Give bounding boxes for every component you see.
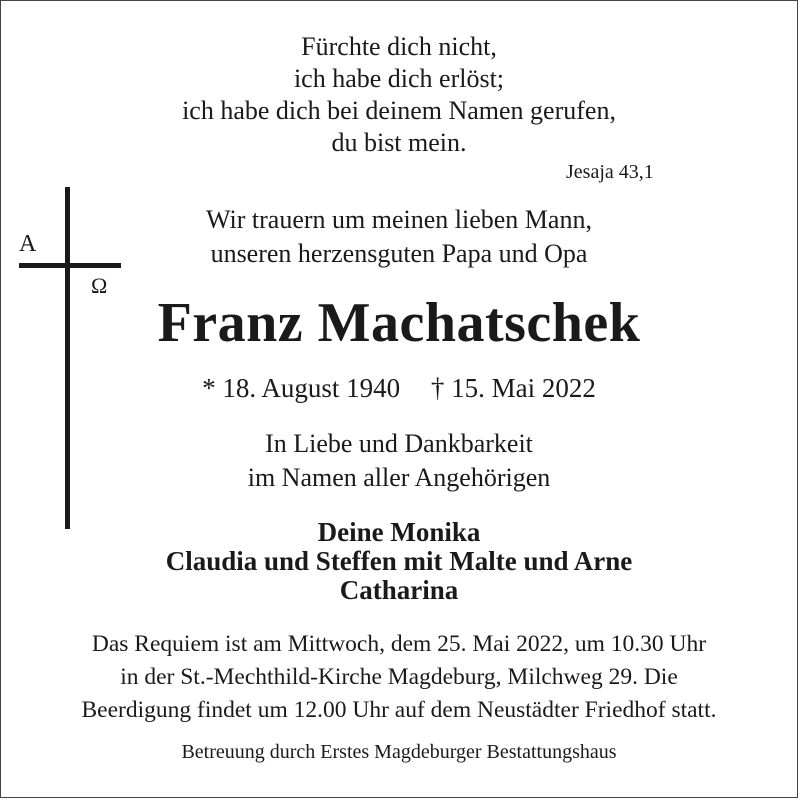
life-dates bbox=[1, 373, 797, 404]
service-info-line: Das Requiem ist am Mittwoch, dem 25. Mai 2022, um 10.30 Uhr bbox=[91, 631, 707, 657]
birth-date: * 18. August 1940 bbox=[202, 373, 401, 403]
death-date: † 15. Mai 2022 bbox=[430, 373, 596, 403]
thanks-text bbox=[1, 429, 797, 497]
verse-reference: Jesaja 43,1 bbox=[566, 161, 654, 183]
thanks-line: In Liebe und Dankbarkeit bbox=[265, 429, 533, 458]
signer-line: Deine Monika bbox=[317, 517, 481, 547]
funeral-home-footer: Betreuung durch Erstes Magdeburger Bestattungshaus bbox=[181, 741, 617, 763]
service-info bbox=[1, 628, 797, 727]
signer-line: Catharina bbox=[339, 575, 459, 605]
verse-line: ich habe dich erlöst; bbox=[293, 64, 505, 93]
deceased-name: Franz Machatschek bbox=[157, 292, 641, 354]
mourning-line: unseren herzensguten Papa und Opa bbox=[210, 239, 588, 268]
omega-symbol: Ω bbox=[91, 273, 108, 298]
mourning-text bbox=[1, 205, 797, 273]
mourning-line: Wir trauern um meinen lieben Mann, bbox=[206, 205, 592, 234]
family-signers bbox=[1, 518, 797, 605]
bible-verse bbox=[1, 31, 797, 159]
thanks-line: im Namen aller Angehörigen bbox=[247, 463, 551, 492]
verse-line: du bist mein. bbox=[331, 128, 467, 157]
alpha-symbol: A bbox=[19, 231, 37, 257]
verse-line: Fürchte dich nicht, bbox=[301, 32, 497, 61]
signer-line: Claudia und Steffen mit Malte und Arne bbox=[165, 546, 633, 576]
verse-line: ich habe dich bei deinem Namen gerufen, bbox=[182, 96, 616, 125]
service-info-line: in der St.-Mechthild-Kirche Magdeburg, Milchweg 29. Die bbox=[120, 664, 678, 690]
service-info-line: Beerdigung findet um 12.00 Uhr auf dem Neustädter Friedhof statt. bbox=[81, 697, 717, 723]
